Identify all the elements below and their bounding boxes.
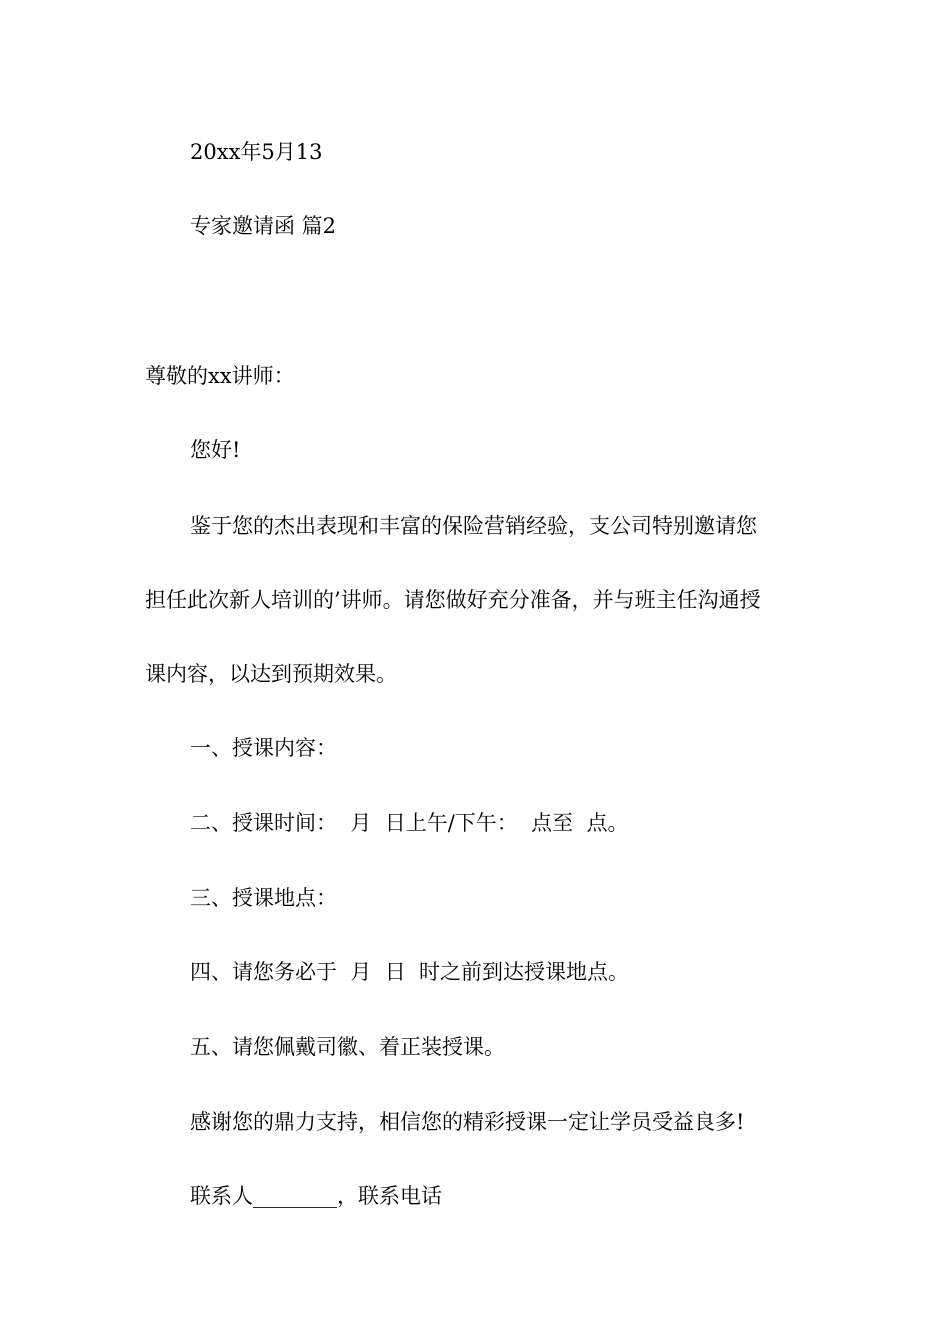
list-item-content: 一、授课内容： <box>190 736 337 760</box>
list-item-time: 二、授课时间： 月 日上午/下午： 点至 点。 <box>190 811 629 835</box>
body-paragraph-line-1: 鉴于您的杰出表现和丰富的保险营销经验，支公司特别邀请您 <box>190 514 757 538</box>
body-paragraph-line-3: 课内容，以达到预期效果。 <box>145 662 397 686</box>
salutation: 尊敬的xx讲师： <box>145 364 295 388</box>
list-item-arrival: 四、请您务必于 月 日 时之前到达授课地点。 <box>190 960 630 984</box>
contact-line: 联系人________，联系电话 <box>190 1184 442 1208</box>
list-item-location: 三、授课地点： <box>190 886 337 910</box>
thanks-line: 感谢您的鼎力支持，相信您的精彩授课一定让学员受益良多! <box>190 1110 745 1134</box>
section-title: 专家邀请函 篇2 <box>190 214 337 238</box>
date-line: 20xx年5月13 <box>190 140 323 164</box>
greeting: 您好! <box>190 438 241 462</box>
list-item-dress-code: 五、请您佩戴司徽、着正装授课。 <box>190 1035 505 1059</box>
body-paragraph-line-2: 担任此次新人培训的’讲师。请您做好充分准备，并与班主任沟通授 <box>145 588 761 612</box>
